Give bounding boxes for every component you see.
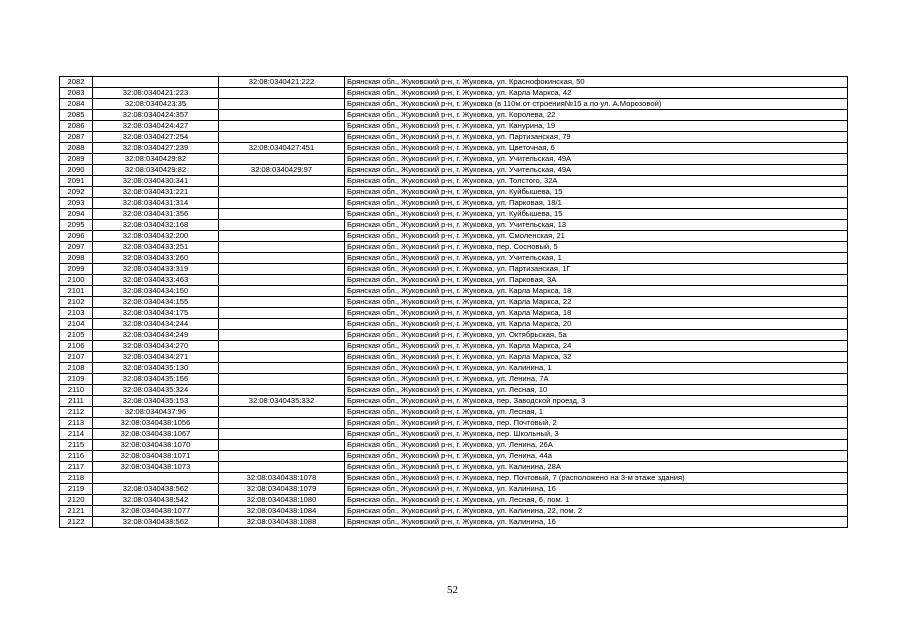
related-cadastral-number-cell: 32:08:0340435:332 — [219, 396, 345, 407]
cadastral-number-cell: 32:08:0340431:356 — [93, 209, 219, 220]
related-cadastral-number-cell — [219, 154, 345, 165]
address-cell: Брянская обл., Жуковский р-н, г. Жуковка, ул. Карла Маркса, 22 — [345, 297, 848, 308]
table-row — [60, 506, 848, 517]
related-cadastral-number-cell — [219, 352, 345, 363]
table-row — [60, 187, 848, 198]
row-number-cell: 2095 — [60, 220, 93, 231]
related-cadastral-number-cell — [219, 110, 345, 121]
row-number-cell: 2087 — [60, 132, 93, 143]
cadastral-number-cell: 32:08:0340438:1073 — [93, 462, 219, 473]
row-number-cell: 2108 — [60, 363, 93, 374]
address-cell: Брянская обл., Жуковский р-н, г. Жуковка, ул. Канурина, 19 — [345, 121, 848, 132]
address-cell: Брянская обл., Жуковский р-н, г. Жуковка, ул. Куйбышева, 15 — [345, 209, 848, 220]
cadastral-number-cell: 32:08:0340438:1071 — [93, 451, 219, 462]
cadastral-number-cell: 32:08:0340424:357 — [93, 110, 219, 121]
related-cadastral-number-cell — [219, 429, 345, 440]
address-cell: Брянская обл., Жуковский р-н, г. Жуковка, ул. Куйбышева, 15 — [345, 187, 848, 198]
register-body — [60, 77, 848, 528]
cadastral-number-cell: 32:08:0340432:200 — [93, 231, 219, 242]
cadastral-number-cell: 32:08:0340434:175 — [93, 308, 219, 319]
related-cadastral-number-cell: 32:08:0340438:1084 — [219, 506, 345, 517]
address-cell: Брянская обл., Жуковский р-н, г. Жуковка, пер. Почтовый, 7 (расположено на 3-м этаже здания) — [345, 473, 848, 484]
address-cell: Брянская обл., Жуковский р-н, г. Жуковка, ул. Калинина, 28А — [345, 462, 848, 473]
row-number-cell: 2093 — [60, 198, 93, 209]
related-cadastral-number-cell: 32:08:0340427:451 — [219, 143, 345, 154]
row-number-cell: 2106 — [60, 341, 93, 352]
address-cell: Брянская обл., Жуковский р-н, г. Жуковка, ул. Калинина, 16 — [345, 484, 848, 495]
related-cadastral-number-cell — [219, 176, 345, 187]
row-number-cell: 2121 — [60, 506, 93, 517]
cadastral-number-cell: 32:08:0340433:463 — [93, 275, 219, 286]
cadastral-number-cell: 32:08:0340433:319 — [93, 264, 219, 275]
table-row — [60, 352, 848, 363]
row-number-cell: 2122 — [60, 517, 93, 528]
address-cell: Брянская обл., Жуковский р-н, г. Жуковка, ул. Карла Маркса, 18 — [345, 308, 848, 319]
cadastral-number-cell: 32:08:0340429:82 — [93, 165, 219, 176]
address-cell: Брянская обл., Жуковский р-н, г. Жуковка, ул. Октябрьская, 5а — [345, 330, 848, 341]
table-row — [60, 132, 848, 143]
related-cadastral-number-cell — [219, 440, 345, 451]
table-row — [60, 154, 848, 165]
cadastral-number-cell: 32:08:0340438:542 — [93, 495, 219, 506]
row-number-cell: 2119 — [60, 484, 93, 495]
cadastral-number-cell: 32:08:0340433:260 — [93, 253, 219, 264]
related-cadastral-number-cell — [219, 330, 345, 341]
row-number-cell: 2082 — [60, 77, 93, 88]
cadastral-number-cell: 32:08:0340427:239 — [93, 143, 219, 154]
cadastral-number-cell: 32:08:0340431:221 — [93, 187, 219, 198]
related-cadastral-number-cell — [219, 264, 345, 275]
related-cadastral-number-cell — [219, 88, 345, 99]
related-cadastral-number-cell — [219, 308, 345, 319]
table-row — [60, 220, 848, 231]
row-number-cell: 2096 — [60, 231, 93, 242]
row-number-cell: 2116 — [60, 451, 93, 462]
row-number-cell: 2101 — [60, 286, 93, 297]
related-cadastral-number-cell: 32:08:0340429:97 — [219, 165, 345, 176]
cadastral-number-cell — [93, 77, 219, 88]
row-number-cell: 2107 — [60, 352, 93, 363]
cadastral-number-cell: 32:08:0340434:249 — [93, 330, 219, 341]
cadastral-number-cell: 32:08:0340438:1067 — [93, 429, 219, 440]
related-cadastral-number-cell — [219, 132, 345, 143]
address-cell: Брянская обл., Жуковский р-н, г. Жуковка, пер. Почтовый, 2 — [345, 418, 848, 429]
cadastral-number-cell — [93, 473, 219, 484]
table-row — [60, 297, 848, 308]
related-cadastral-number-cell — [219, 297, 345, 308]
cadastral-number-cell: 32:08:0340421:223 — [93, 88, 219, 99]
table-row — [60, 264, 848, 275]
address-cell: Брянская обл., Жуковский р-н, г. Жуковка, ул. Краснофокинская, 50 — [345, 77, 848, 88]
table-row — [60, 451, 848, 462]
row-number-cell: 2110 — [60, 385, 93, 396]
table-row — [60, 242, 848, 253]
related-cadastral-number-cell: 32:08:0340438:1088 — [219, 517, 345, 528]
address-cell: Брянская обл., Жуковский р-н, г. Жуковка, ул. Карла Маркса, 20 — [345, 319, 848, 330]
cadastral-number-cell: 32:08:0340434:270 — [93, 341, 219, 352]
cadastral-number-cell: 32:08:0340433:251 — [93, 242, 219, 253]
related-cadastral-number-cell — [219, 209, 345, 220]
cadastral-number-cell: 32:08:0340435:324 — [93, 385, 219, 396]
cadastral-number-cell: 32:08:0340432:168 — [93, 220, 219, 231]
table-row — [60, 143, 848, 154]
cadastral-number-cell: 32:08:0340434:244 — [93, 319, 219, 330]
cadastral-number-cell: 32:08:0340437:96 — [93, 407, 219, 418]
property-register-table — [59, 76, 848, 528]
address-cell: Брянская обл., Жуковский р-н, г. Жуковка, ул. Ленина, 44а — [345, 451, 848, 462]
address-cell: Брянская обл., Жуковский р-н, г. Жуковка, ул. Лесная, 1 — [345, 407, 848, 418]
row-number-cell: 2089 — [60, 154, 93, 165]
address-cell: Брянская обл., Жуковский р-н, г. Жуковка, ул. Королева, 22 — [345, 110, 848, 121]
table-row — [60, 319, 848, 330]
address-cell: Брянская обл., Жуковский р-н, г. Жуковка, ул. Ленина, 26А — [345, 440, 848, 451]
related-cadastral-number-cell — [219, 187, 345, 198]
related-cadastral-number-cell: 32:08:0340438:1080 — [219, 495, 345, 506]
related-cadastral-number-cell — [219, 198, 345, 209]
address-cell: Брянская обл., Жуковский р-н, г. Жуковка, пер. Сосновый, 5 — [345, 242, 848, 253]
table-row — [60, 77, 848, 88]
related-cadastral-number-cell: 32:08:0340438:1078 — [219, 473, 345, 484]
table-row — [60, 330, 848, 341]
address-cell: Брянская обл., Жуковский р-н, г. Жуковка, ул. Калинина, 1 — [345, 363, 848, 374]
related-cadastral-number-cell — [219, 418, 345, 429]
cadastral-number-cell: 32:08:0340435:130 — [93, 363, 219, 374]
table-row — [60, 198, 848, 209]
address-cell: Брянская обл., Жуковский р-н, г. Жуковка, ул. Учительская, 13 — [345, 220, 848, 231]
address-cell: Брянская обл., Жуковский р-н, г. Жуковка, пер. Заводской проезд, 3 — [345, 396, 848, 407]
table-row — [60, 286, 848, 297]
related-cadastral-number-cell — [219, 242, 345, 253]
address-cell: Брянская обл., Жуковский р-н, г. Жуковка, ул. Карла Маркса, 24 — [345, 341, 848, 352]
related-cadastral-number-cell — [219, 341, 345, 352]
table-row — [60, 396, 848, 407]
row-number-cell: 2098 — [60, 253, 93, 264]
row-number-cell: 2104 — [60, 319, 93, 330]
cadastral-number-cell: 32:08:0340427:254 — [93, 132, 219, 143]
row-number-cell: 2097 — [60, 242, 93, 253]
table-row — [60, 275, 848, 286]
cadastral-number-cell: 32:08:0340434:271 — [93, 352, 219, 363]
address-cell: Брянская обл., Жуковский р-н, г. Жуковка, ул. Калинина, 16 — [345, 517, 848, 528]
address-cell: Брянская обл., Жуковский р-н, г. Жуковка, ул. Парковая, 3А — [345, 275, 848, 286]
row-number-cell: 2109 — [60, 374, 93, 385]
cadastral-number-cell: 32:08:0340431:314 — [93, 198, 219, 209]
address-cell: Брянская обл., Жуковский р-н, г. Жуковка, ул. Смоленская, 21 — [345, 231, 848, 242]
related-cadastral-number-cell — [219, 385, 345, 396]
table-row — [60, 121, 848, 132]
address-cell: Брянская обл., Жуковский р-н, г. Жуковка (в 110м.от строения№15 а по ул. А.Морозовой) — [345, 99, 848, 110]
table-row — [60, 363, 848, 374]
table-row — [60, 429, 848, 440]
address-cell: Брянская обл., Жуковский р-н, г. Жуковка, ул. Ленина, 7А — [345, 374, 848, 385]
related-cadastral-number-cell — [219, 286, 345, 297]
row-number-cell: 2094 — [60, 209, 93, 220]
address-cell: Брянская обл., Жуковский р-н, г. Жуковка, ул. Лесная, 10 — [345, 385, 848, 396]
table-row — [60, 176, 848, 187]
row-number-cell: 2112 — [60, 407, 93, 418]
cadastral-number-cell: 32:08:0340434:150 — [93, 286, 219, 297]
row-number-cell: 2086 — [60, 121, 93, 132]
address-cell: Брянская обл., Жуковский р-н, г. Жуковка, пер. Школьный, 3 — [345, 429, 848, 440]
table-row — [60, 88, 848, 99]
row-number-cell: 2102 — [60, 297, 93, 308]
address-cell: Брянская обл., Жуковский р-н, г. Жуковка, ул. Парковая, 18/1 — [345, 198, 848, 209]
table-row — [60, 231, 848, 242]
cadastral-number-cell: 32:08:0340423:35 — [93, 99, 219, 110]
table-row — [60, 209, 848, 220]
row-number-cell: 2120 — [60, 495, 93, 506]
table-row — [60, 308, 848, 319]
cadastral-number-cell: 32:08:0340438:1077 — [93, 506, 219, 517]
table-row — [60, 110, 848, 121]
address-cell: Брянская обл., Жуковский р-н, г. Жуковка, ул. Карла Маркса, 18 — [345, 286, 848, 297]
table-row — [60, 462, 848, 473]
cadastral-number-cell: 32:08:0340434:155 — [93, 297, 219, 308]
table-row — [60, 484, 848, 495]
address-cell: Брянская обл., Жуковский р-н, г. Жуковка, ул. Цветочная, 6 — [345, 143, 848, 154]
row-number-cell: 2117 — [60, 462, 93, 473]
table-row — [60, 407, 848, 418]
row-number-cell: 2103 — [60, 308, 93, 319]
row-number-cell: 2092 — [60, 187, 93, 198]
related-cadastral-number-cell — [219, 231, 345, 242]
table-row — [60, 99, 848, 110]
related-cadastral-number-cell — [219, 220, 345, 231]
address-cell: Брянская обл., Жуковский р-н, г. Жуковка, ул. Учительская, 1 — [345, 253, 848, 264]
row-number-cell: 2115 — [60, 440, 93, 451]
row-number-cell: 2091 — [60, 176, 93, 187]
address-cell: Брянская обл., Жуковский р-н, г. Жуковка, ул. Партизанская, 79 — [345, 132, 848, 143]
address-cell: Брянская обл., Жуковский р-н, г. Жуковка, ул. Учительская, 49А — [345, 165, 848, 176]
row-number-cell: 2090 — [60, 165, 93, 176]
related-cadastral-number-cell — [219, 319, 345, 330]
address-cell: Брянская обл., Жуковский р-н, г. Жуковка, ул. Карла Маркса, 32 — [345, 352, 848, 363]
row-number-cell: 2083 — [60, 88, 93, 99]
address-cell: Брянская обл., Жуковский р-н, г. Жуковка, ул. Карла Маркса, 42 — [345, 88, 848, 99]
related-cadastral-number-cell — [219, 363, 345, 374]
page-number: 52 — [447, 584, 458, 596]
related-cadastral-number-cell — [219, 462, 345, 473]
cadastral-number-cell: 32:08:0340438:1070 — [93, 440, 219, 451]
table-row — [60, 495, 848, 506]
address-cell: Брянская обл., Жуковский р-н, г. Жуковка, ул. Учительская, 49А — [345, 154, 848, 165]
row-number-cell: 2114 — [60, 429, 93, 440]
address-cell: Брянская обл., Жуковский р-н, г. Жуковка, ул. Партизанская, 1Г — [345, 264, 848, 275]
cadastral-number-cell: 32:08:0340438:1056 — [93, 418, 219, 429]
related-cadastral-number-cell — [219, 253, 345, 264]
table-row — [60, 440, 848, 451]
row-number-cell: 2085 — [60, 110, 93, 121]
related-cadastral-number-cell: 32:08:0340438:1079 — [219, 484, 345, 495]
cadastral-number-cell: 32:08:0340424:427 — [93, 121, 219, 132]
row-number-cell: 2099 — [60, 264, 93, 275]
related-cadastral-number-cell — [219, 275, 345, 286]
table-row — [60, 253, 848, 264]
table-row — [60, 517, 848, 528]
address-cell: Брянская обл., Жуковский р-н, г. Жуковка, ул. Лесная, 6, пом. 1 — [345, 495, 848, 506]
cadastral-number-cell: 32:08:0340430:341 — [93, 176, 219, 187]
cadastral-number-cell: 32:08:0340435:153 — [93, 396, 219, 407]
row-number-cell: 2084 — [60, 99, 93, 110]
row-number-cell: 2105 — [60, 330, 93, 341]
table-row — [60, 473, 848, 484]
row-number-cell: 2111 — [60, 396, 93, 407]
related-cadastral-number-cell: 32:08:0340421:222 — [219, 77, 345, 88]
cadastral-number-cell: 32:08:0340438:562 — [93, 517, 219, 528]
related-cadastral-number-cell — [219, 407, 345, 418]
address-cell: Брянская обл., Жуковский р-н, г. Жуковка, ул. Толстого, 32А — [345, 176, 848, 187]
related-cadastral-number-cell — [219, 374, 345, 385]
table-row — [60, 165, 848, 176]
cadastral-number-cell: 32:08:0340429:82 — [93, 154, 219, 165]
row-number-cell: 2100 — [60, 275, 93, 286]
address-cell: Брянская обл., Жуковский р-н, г. Жуковка, ул. Калинина, 22, пом. 2 — [345, 506, 848, 517]
table-row — [60, 341, 848, 352]
table-row — [60, 418, 848, 429]
table-row — [60, 385, 848, 396]
table-row — [60, 374, 848, 385]
row-number-cell: 2088 — [60, 143, 93, 154]
cadastral-number-cell: 32:08:0340438:562 — [93, 484, 219, 495]
related-cadastral-number-cell — [219, 451, 345, 462]
related-cadastral-number-cell — [219, 99, 345, 110]
cadastral-number-cell: 32:08:0340435:156 — [93, 374, 219, 385]
row-number-cell: 2118 — [60, 473, 93, 484]
row-number-cell: 2113 — [60, 418, 93, 429]
related-cadastral-number-cell — [219, 121, 345, 132]
